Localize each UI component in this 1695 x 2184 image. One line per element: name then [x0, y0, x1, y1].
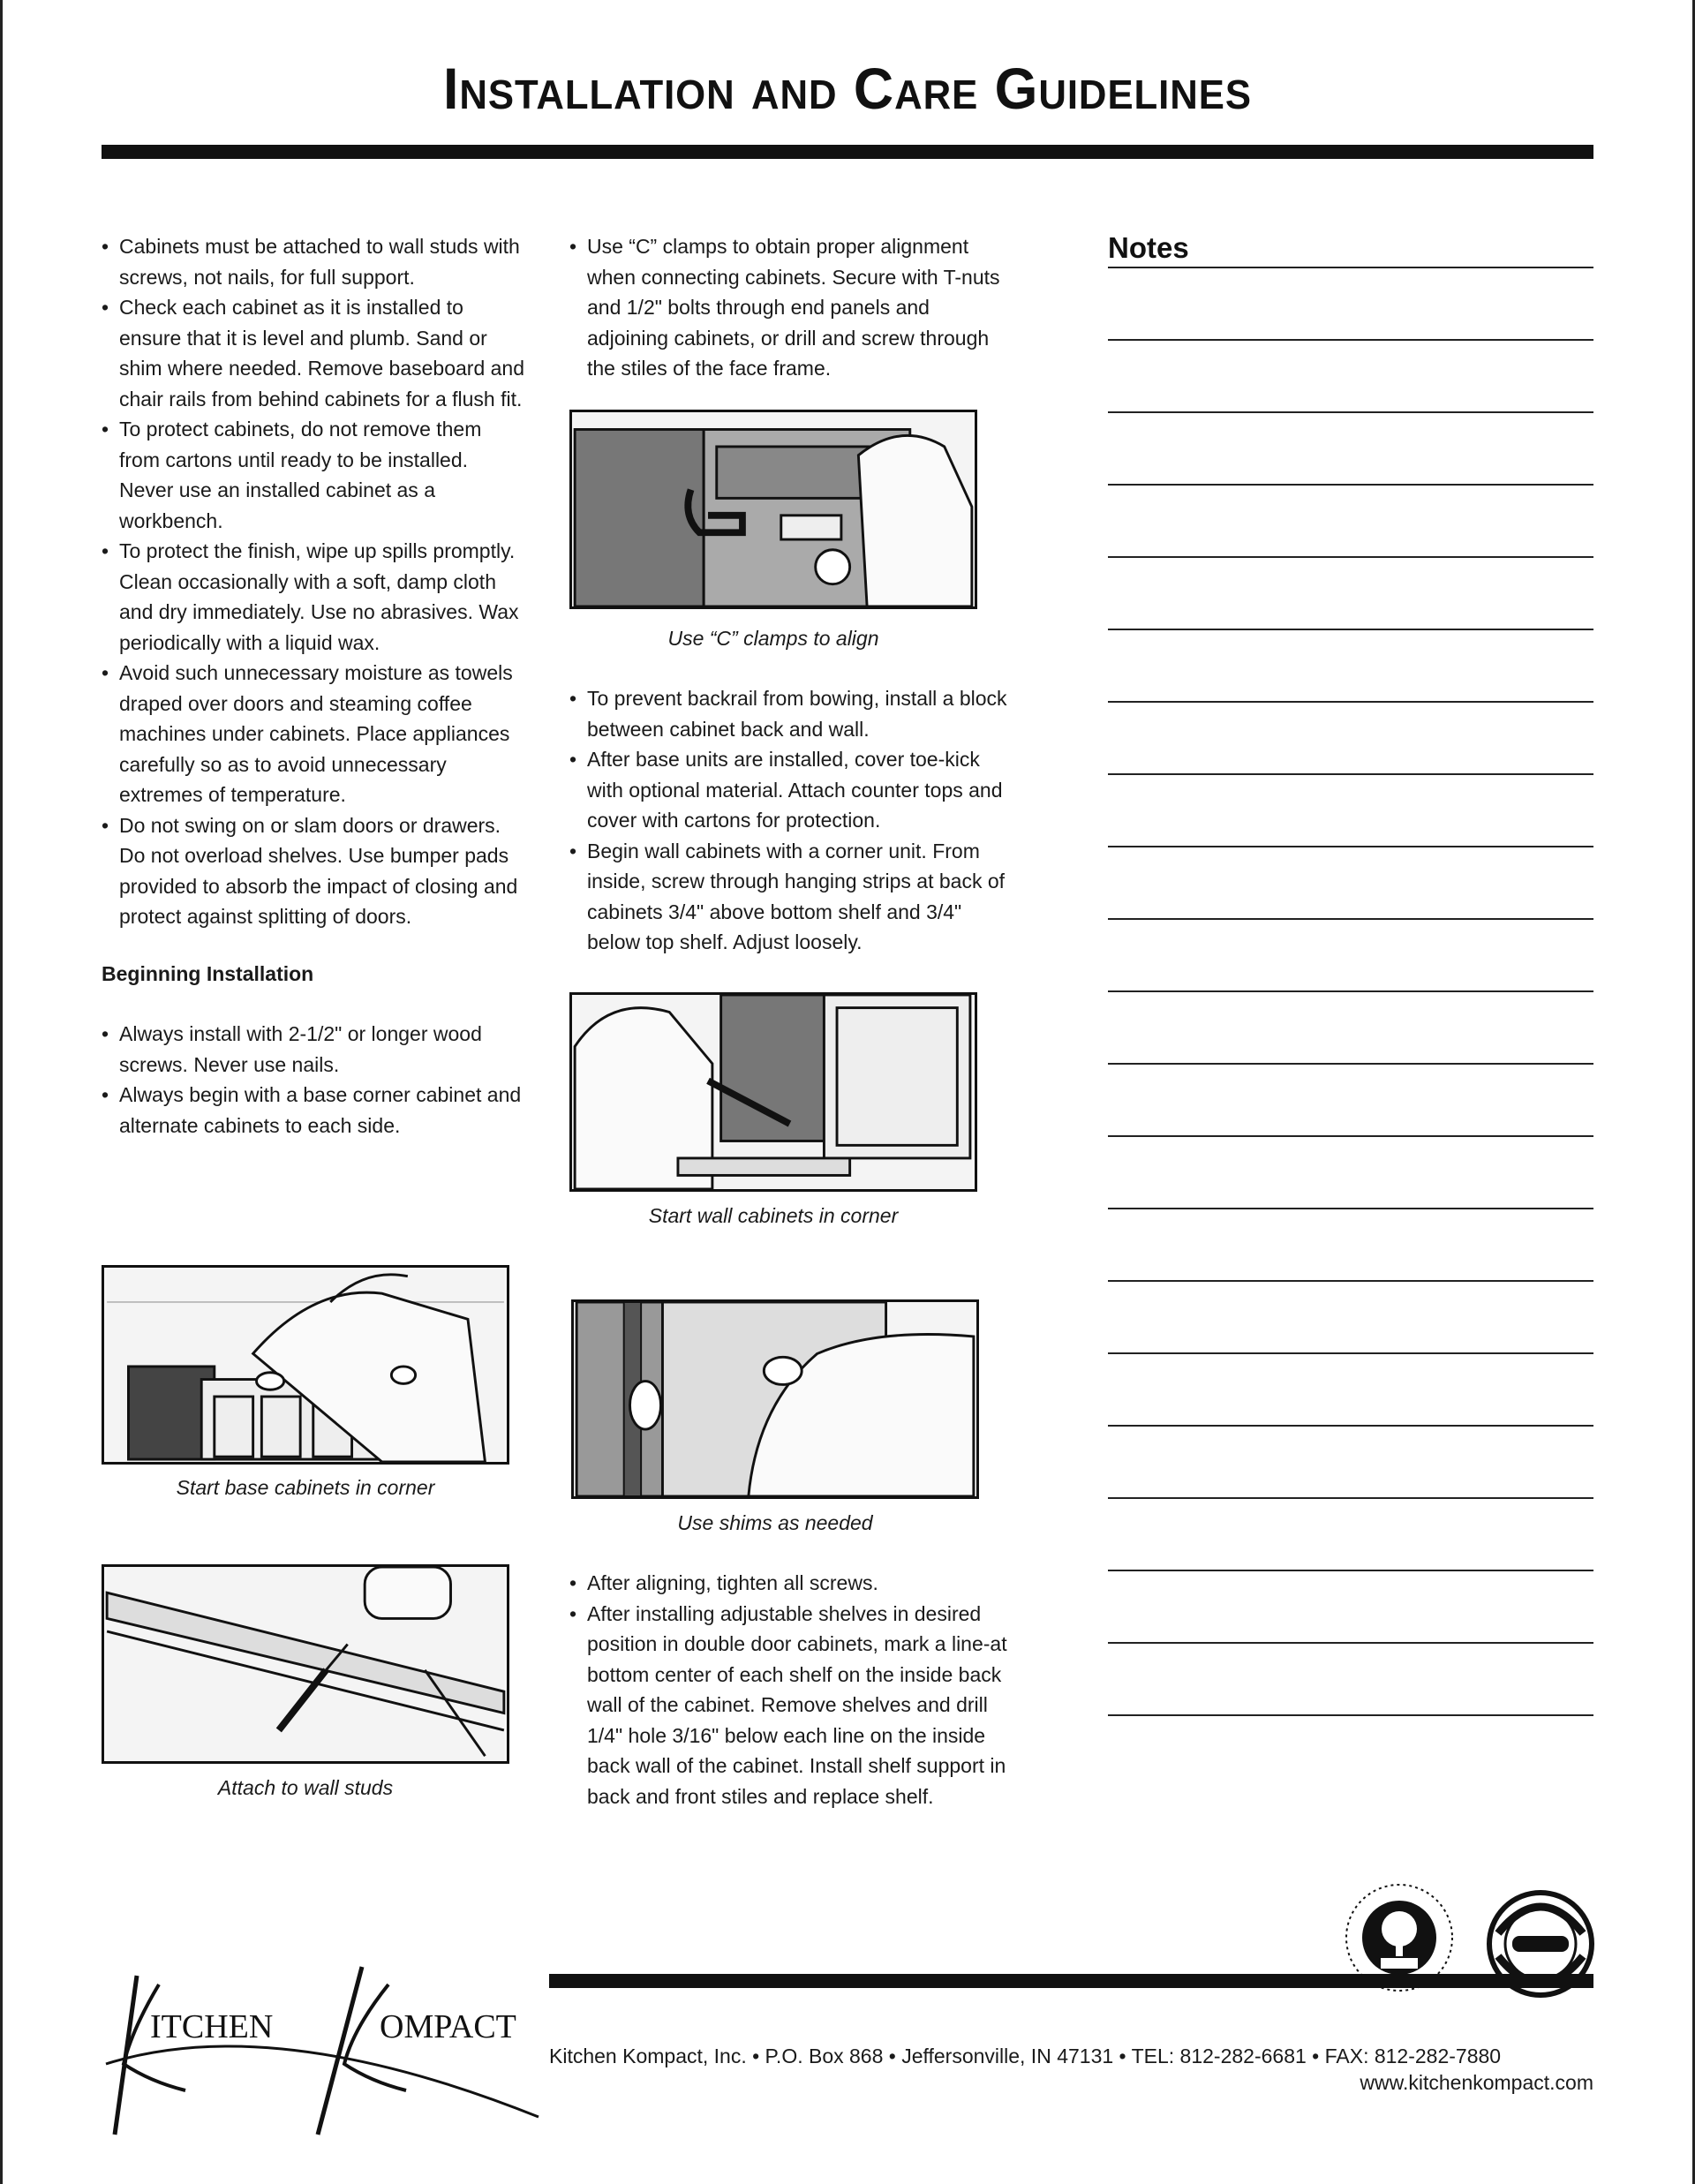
caption-shims: Use shims as needed — [677, 1511, 873, 1534]
footer-website-link[interactable]: www.kitchenkompact.com — [1360, 2071, 1593, 2094]
caption-wall-cabinets-corner: Start wall cabinets in corner — [648, 1204, 899, 1227]
illustration-wall-cabinets — [572, 995, 975, 1189]
notes-line[interactable] — [1108, 1497, 1593, 1499]
notes-line[interactable] — [1108, 1208, 1593, 1209]
notes-line[interactable] — [1108, 411, 1593, 413]
notes-line[interactable] — [1108, 556, 1593, 558]
wall-cabinet-bullet-1: • To prevent backrail from bowing, install a block between cabinet back and wall. — [569, 683, 1011, 744]
notes-line[interactable] — [1108, 629, 1593, 630]
svg-text:OMPACT: OMPACT — [380, 2008, 516, 2045]
notes-line[interactable] — [1108, 1280, 1593, 1282]
footer-rule — [549, 1974, 1593, 1988]
notes-line[interactable] — [1108, 339, 1593, 341]
notes-line[interactable] — [1108, 1352, 1593, 1354]
installation-bullet-list — [102, 1019, 525, 1141]
installation-bullet-1: • Always install with 2-1/2" or longer wood screws. Never use nails. — [102, 1019, 525, 1080]
figure-wall-cabinets-corner — [569, 992, 977, 1192]
alignment-bullet-1: • Use “C” clamps to obtain proper alignment when connecting cabinets. Secure with T-nuts and 1/2" bolts through end panels and adjoining cabinets, or drill and screw through the stiles of the face frame. — [569, 231, 1011, 384]
illustration-base-cabinets — [104, 1268, 507, 1462]
wall-cabinet-bullet-3: • Begin wall cabinets with a corner unit. From inside, screw through hanging strips at back of cabinets 3/4" above bottom shelf and 3/4" below top shelf. Adjust loosely. — [569, 836, 1011, 958]
illustration-shims — [574, 1302, 976, 1496]
shelf-bullet-2: • After installing adjustable shelves in desired position in double door cabinets, mark a line-at bottom center of each shelf on the inside back wall of the cabinet. Remove shelves and drill 1/4" hole 3/16" below each line on the inside back wall of the cabinet. Install shelf support in back and front stiles and replace shelf. — [569, 1599, 1011, 1812]
notes-title: Notes — [1108, 231, 1189, 264]
notes-line[interactable] — [1108, 1135, 1593, 1137]
care-bullet-2: • Check each cabinet as it is installed to ensure that it is level and plumb. Sand or shim where needed. Remove baseboard and chair rails from behind cabinets for a flush fit. — [102, 292, 525, 414]
notes-line[interactable] — [1108, 267, 1593, 268]
figure-c-clamps — [569, 410, 977, 609]
footer-contact: Kitchen Kompact, Inc. • P.O. Box 868 • Jeffersonville, IN 47131 • TEL: 812-282-6681 • FAX: 812-282-7880 — [549, 2045, 1502, 2067]
figure-base-cabinets-corner — [102, 1265, 509, 1465]
notes-line[interactable] — [1108, 1642, 1593, 1644]
page-title: Installation and Care Guidelines — [443, 56, 1252, 121]
figure-shims — [571, 1299, 979, 1499]
illustration-c-clamps — [572, 412, 975, 606]
shelf-bullet-1: • After aligning, tighten all screws. — [569, 1568, 1011, 1599]
care-bullet-4: • To protect the finish, wipe up spills promptly. Clean occasionally with a soft, damp cloth and dry immediately. Use no abrasives. Wax periodically with a liquid wax. — [102, 536, 525, 658]
figure-wall-studs — [102, 1564, 509, 1764]
wall-cabinet-bullet-2: • After base units are installed, cover toe-kick with optional material. Attach counter tops and cover with cartons for protection. — [569, 744, 1011, 836]
notes-line[interactable] — [1108, 1714, 1593, 1716]
column-middle-top — [569, 231, 1011, 384]
notes-line[interactable] — [1108, 918, 1593, 920]
title-rule — [102, 145, 1593, 159]
care-bullet-1: • Cabinets must be attached to wall studs with screws, not nails, for full support. — [102, 231, 525, 292]
column-left — [102, 231, 525, 1141]
notes-line[interactable] — [1108, 846, 1593, 847]
illustration-wall-studs — [104, 1567, 507, 1761]
notes-line[interactable] — [1108, 1063, 1593, 1065]
page-border-left — [0, 0, 3, 2184]
svg-text:ITCHEN: ITCHEN — [150, 2008, 274, 2045]
notes-line[interactable] — [1108, 484, 1593, 486]
care-bullet-3: • To protect cabinets, do not remove them from cartons until ready to be installed. Never use an installed cabinet as a workbench. — [102, 414, 525, 536]
subheading-beginning-installation: Beginning Installation — [102, 961, 314, 985]
notes-line[interactable] — [1108, 701, 1593, 703]
installation-bullet-2: • Always begin with a base corner cabinet and alternate cabinets to each side. — [102, 1080, 525, 1141]
notes-line[interactable] — [1108, 1570, 1593, 1571]
notes-line[interactable] — [1108, 773, 1593, 775]
wall-cabinet-bullet-list — [569, 683, 1011, 958]
caption-c-clamps: Use “C” clamps to align — [667, 627, 879, 650]
notes-line[interactable] — [1108, 990, 1593, 992]
kitchen-kompact-logo — [97, 1958, 547, 2143]
column-middle-mid — [569, 683, 1011, 958]
caption-wall-studs: Attach to wall studs — [217, 1776, 394, 1799]
care-bullet-6: • Do not swing on or slam doors or drawers. Do not overload shelves. Use bumper pads provided to absorb the impact of closing and protect against splitting of doors. — [102, 810, 525, 932]
care-bullet-list — [102, 231, 525, 932]
care-bullet-5: • Avoid such unnecessary moisture as towels draped over doors and steaming coffee machines under cabinets. Place appliances carefully so as to avoid unnecessary extremes of temperature. — [102, 658, 525, 810]
column-middle-bottom — [569, 1568, 1011, 1811]
shelf-bullet-list — [569, 1568, 1011, 1811]
notes-line[interactable] — [1108, 1425, 1593, 1427]
caption-base-cabinets-corner: Start base cabinets in corner — [176, 1476, 435, 1499]
alignment-bullet-list — [569, 231, 1011, 384]
